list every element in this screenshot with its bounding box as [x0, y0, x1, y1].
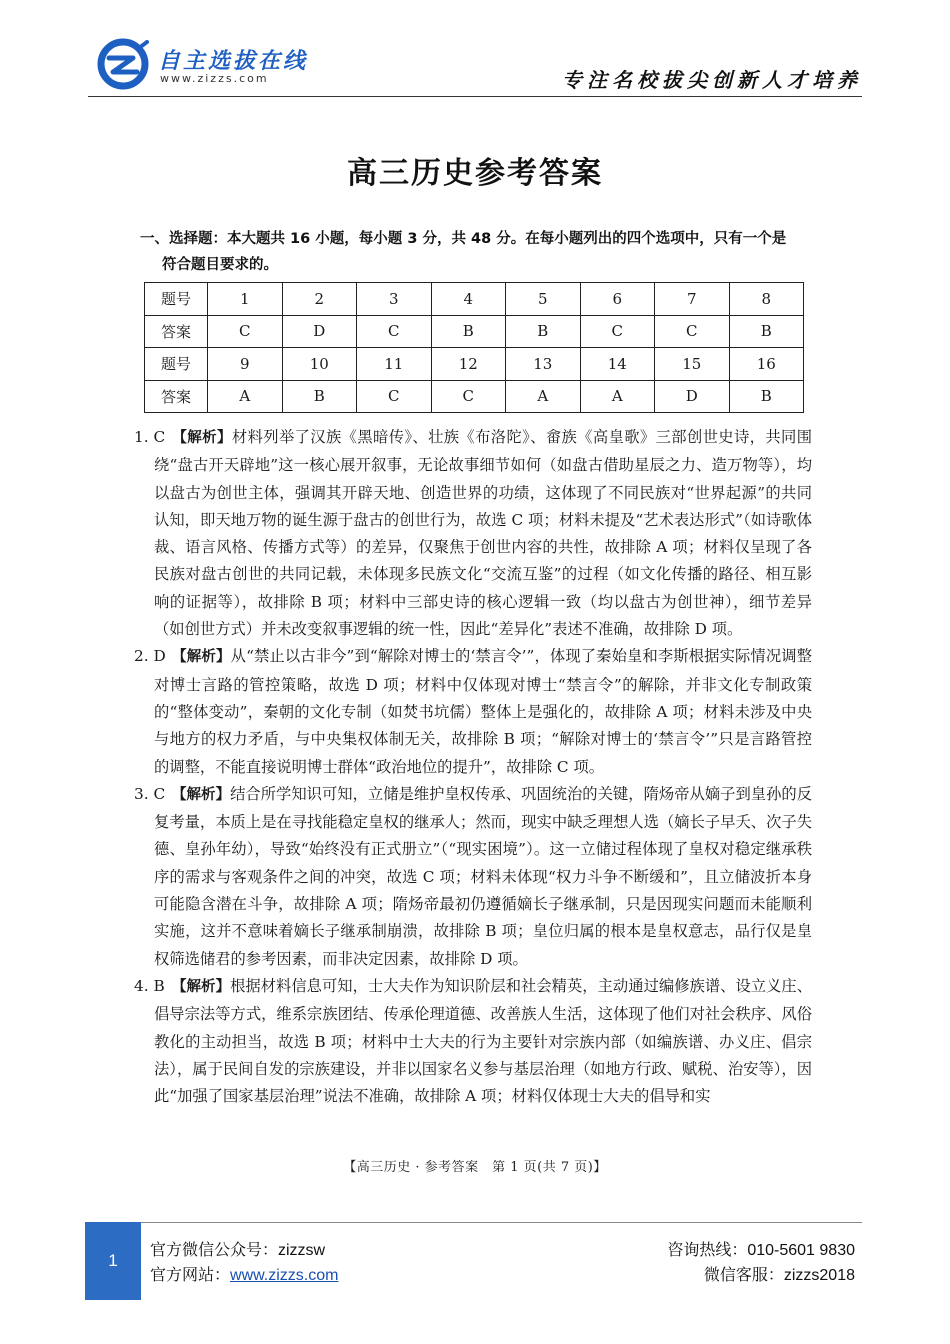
page-header — [0, 0, 950, 100]
hotline-text: 咨询热线：010-5601 9830 — [667, 1242, 855, 1259]
bottom-divider — [88, 1222, 862, 1223]
table-cell-number: 12 — [431, 348, 506, 381]
table-cell-number: 9 — [208, 348, 283, 381]
table-cell-answer: C — [655, 315, 730, 348]
table-cell-answer: C — [357, 380, 432, 413]
answer-table-row-number — [145, 348, 804, 381]
table-cell-answer: B — [282, 380, 357, 413]
answer-table-row-answer — [145, 380, 804, 413]
row-label-number: 题号 — [145, 283, 208, 316]
explanation-item — [134, 973, 812, 1110]
website-link[interactable]: www.zizzs.com — [230, 1267, 339, 1284]
contact-right — [667, 1238, 855, 1288]
page-number-badge: 1 — [85, 1222, 141, 1300]
table-cell-answer: D — [655, 380, 730, 413]
page-footer-text: 【高三历史 · 参考答案 第 1 页(共 7 页)】 — [343, 1160, 607, 1175]
website-line — [150, 1263, 338, 1288]
table-cell-number: 16 — [729, 348, 804, 381]
analysis-tag: 【解析】 — [172, 978, 231, 995]
question-answer-number: 2. D — [134, 647, 166, 666]
wechat-service-text: 微信客服：zizzs2018 — [703, 1267, 855, 1284]
table-cell-answer: B — [729, 315, 804, 348]
table-cell-answer: C — [357, 315, 432, 348]
explanation-item — [134, 424, 812, 643]
table-cell-number: 4 — [431, 283, 506, 316]
table-cell-answer: B — [431, 315, 506, 348]
table-cell-answer: C — [208, 315, 283, 348]
analysis-tag: 【解析】 — [172, 430, 232, 446]
table-cell-answer: C — [580, 315, 655, 348]
row-label-number: 题号 — [145, 348, 208, 381]
answer-table-row-number — [145, 283, 804, 316]
document-title: 高三历史参考答案 — [347, 156, 603, 191]
answer-table-row-answer — [145, 315, 804, 348]
table-cell-answer: C — [431, 380, 506, 413]
explanation-text: 从“禁止以古非今”到“解除对博士的‘禁言令’”，体现了秦始皇和李斯根据实际情况调整对博士言路的管控策略，故选 D 项；材料中仅体现对博士“禁言令”的解除，并非文化专制政策的“整体变动”，秦朝的文化专制（如焚书坑儒）整体上是强化的，故排除 A 项；材料未涉及中央与地方的权力矛盾，与中央集权体制无关，故排除 B 项；“解除对博士的‘禁言令’”只是言路管控的调整，不能直接说明博士群体“政治地位的提升”，故排除 C 项。 — [154, 647, 812, 776]
row-label-answer: 答案 — [145, 315, 208, 348]
table-cell-answer: A — [506, 380, 581, 413]
explanation-item — [134, 781, 812, 973]
explanations — [134, 424, 812, 1110]
section-heading-line1: 一、选择题：本大题共 16 小题，每小题 3 分，共 48 分。在每小题列出的四个选项中，只有一个是 — [140, 231, 787, 247]
table-cell-number: 11 — [357, 348, 432, 381]
table-cell-number: 1 — [208, 283, 283, 316]
table-cell-number: 6 — [580, 283, 655, 316]
explanation-text: 根据材料信息可知，士大夫作为知识阶层和社会精英，主动通过编修族谱、设立义庄、倡导宗法等方式，维系宗族团结、传承伦理道德、改善族人生活，这体现了他们对社会秩序、风俗教化的主动担当，故选 B 项；材料中士大夫的行为主要针对宗族内部（如编族谱、办义庄、倡宗法），属于民间自发的宗族建设，并非以国家名义参与基层治理（如地方行政、赋税、治安等），因此“加强了国家基层治理”说法不准确，故排除 A 项；材料仅体现士大夫的倡导和实 — [154, 976, 812, 1106]
brand-url[interactable]: www.zizzs.com — [160, 72, 269, 85]
brand-name: 自主选拔在线 — [158, 49, 309, 74]
table-cell-number: 15 — [655, 348, 730, 381]
table-cell-number: 7 — [655, 283, 730, 316]
explanation-text: 结合所学知识可知，立储是维护皇权传承、巩固统治的关键，隋炀帝从嫡子到皇孙的反复考量，本质上是在寻找能稳定皇权的继承人；然而，现实中缺乏理想人选（嫡长子早夭、次子失德、皇孙年幼），导致“始终没有正式册立”（“现实困境”）。这一立储过程体现了皇权对稳定继承秩序的需求与客观条件之间的冲突，故选 C 项；材料未体现“权力斗争不断缓和”，且立储波折本身可能隐含潜在斗争，故排除 A 项；隋炀帝最初仍遵循嫡长子继承制，只是因现实问题而未能顺利实施，这并不意味着嫡长子继承制崩溃，故排除 B 项；皇位归属的根本是皇权意志，品行仅是皇权筛选储君的参考因素，而非决定因素，故排除 D 项。 — [154, 784, 812, 968]
table-cell-number: 13 — [506, 348, 581, 381]
table-cell-answer: D — [282, 315, 357, 348]
explanation-item — [134, 643, 812, 780]
wechat-official-text: 官方微信公众号：zizzsw — [150, 1242, 326, 1259]
answer-table — [144, 282, 804, 413]
section-heading — [140, 226, 820, 278]
table-cell-number: 14 — [580, 348, 655, 381]
table-cell-answer: B — [506, 315, 581, 348]
explanation-text: 材料列举了汉族《黑暗传》、壮族《布洛陀》、畲族《高皇歌》三部创世史诗，共同围绕“盘古开天辟地”这一核心展开叙事，无论故事细节如何（如盘古借助星辰之力、造万物等），均以盘古为创世主体，强调其开辟天地、创造世界的功绩，这体现了不同民族对“世界起源”的共同认知，即天地万物的诞生源于盘古的创世行为，故选 C 项；材料未提及“艺术表达形式”（如诗歌体裁、语言风格、传播方式等）的差异，仅聚焦于创世内容的共性，故排除 A 项；材料仅呈现了各民族对盘古创世的共同记载，未体现多民族文化“交流互鉴”的过程（如文化传播的路径、相互影响的证据等），故排除 B 项；材料中三部史诗的核心逻辑一致（均以盘古为创世神），细节差异（如创世方式）并未改变叙事逻辑的统一性，因此“差异化”表述不准确，故排除 D 项。 — [154, 428, 812, 639]
table-cell-answer: A — [580, 380, 655, 413]
analysis-tag: 【解析】 — [172, 786, 231, 803]
table-cell-number: 10 — [282, 348, 357, 381]
table-cell-number: 5 — [506, 283, 581, 316]
website-label: 官方网站： — [150, 1267, 231, 1284]
question-answer-number: 4. B — [134, 976, 165, 995]
header-slogan: 专注名校拔尖创新人才培养 — [562, 68, 862, 92]
table-cell-answer: A — [208, 380, 283, 413]
contact-left — [150, 1238, 338, 1288]
question-answer-number: 3. C — [134, 784, 166, 803]
analysis-tag: 【解析】 — [172, 649, 231, 666]
zizzs-logo-icon — [95, 38, 155, 90]
table-cell-answer: B — [729, 380, 804, 413]
table-cell-number: 2 — [282, 283, 357, 316]
table-cell-number: 3 — [357, 283, 432, 316]
question-answer-number: 1. C — [134, 428, 166, 446]
section-heading-line2: 符合题目要求的。 — [162, 257, 278, 273]
row-label-answer: 答案 — [145, 380, 208, 413]
header-divider — [88, 96, 862, 97]
table-cell-number: 8 — [729, 283, 804, 316]
